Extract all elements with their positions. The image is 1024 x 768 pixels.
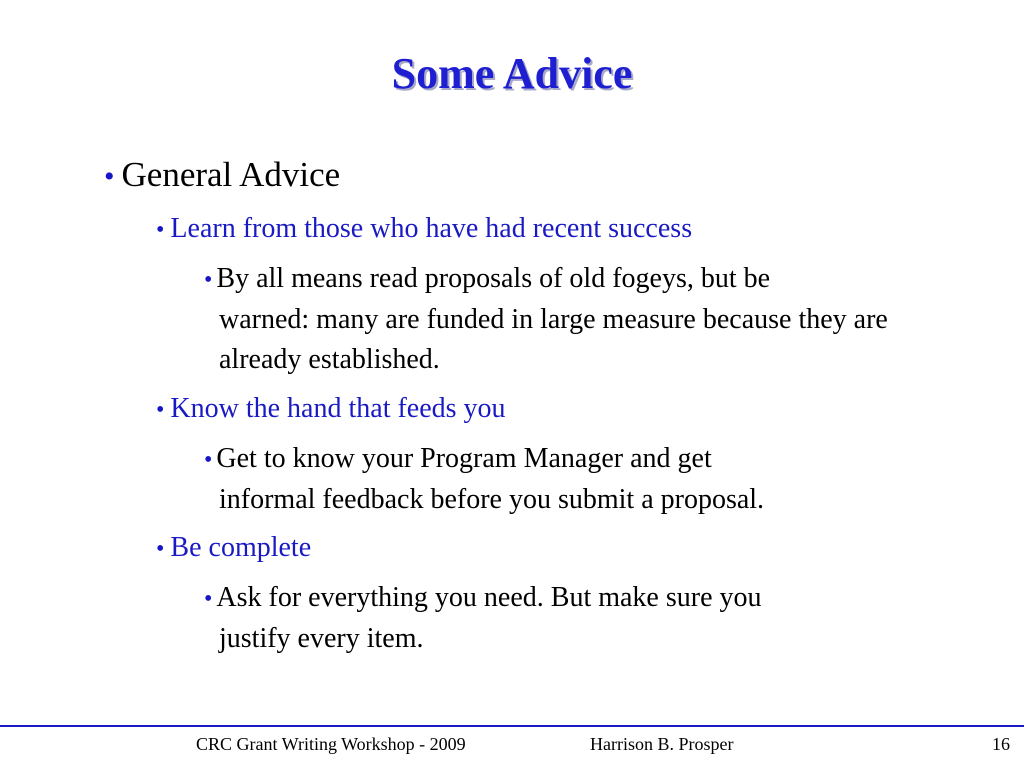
slide-title: Some Advice (391, 49, 633, 98)
footer-event: CRC Grant Writing Workshop - 2009 (196, 734, 466, 754)
bullet-dot-icon: • (204, 586, 213, 612)
detail-text-first-line: Get to know your Program Manager and get (216, 443, 712, 474)
subbullet-text: Be complete (170, 532, 312, 563)
bullet-dot-icon: • (204, 267, 213, 293)
bullet-dot-icon: • (156, 536, 165, 562)
detail-text-first-line: Ask for everything you need. But make sure you (216, 582, 762, 613)
bullet-text: General Advice (121, 155, 341, 194)
bullet-dot-icon: • (104, 160, 115, 193)
detail-bullet-old-fogeys (204, 259, 924, 380)
detail-text-continued: informal feedback before you submit a proposal. (219, 484, 765, 515)
footer-author: Harrison B. Prosper (590, 734, 734, 754)
subbullet-text: Learn from those who have had recent success (170, 213, 693, 244)
detail-bullet-program-manager (204, 439, 924, 520)
bullet-dot-icon: • (204, 447, 213, 473)
subbullet-text: Know the hand that feeds you (170, 393, 506, 424)
bullet-dot-icon: • (156, 217, 165, 243)
footer-page-number: 16 (992, 734, 1010, 754)
detail-text-continued: justify every item. (219, 623, 424, 654)
bullet-dot-icon: • (156, 397, 165, 423)
detail-bullet-ask-everything (204, 578, 924, 659)
subbullet-be-complete (156, 530, 311, 567)
subbullet-hand-that-feeds (156, 391, 506, 428)
footer-divider (0, 725, 1024, 727)
detail-text-first-line: By all means read proposals of old fogeys, but be (216, 263, 771, 294)
subbullet-recent-success (156, 211, 692, 248)
bullet-general-advice (104, 152, 340, 200)
detail-text-continued: warned: many are funded in large measure because they are already established. (219, 304, 888, 375)
